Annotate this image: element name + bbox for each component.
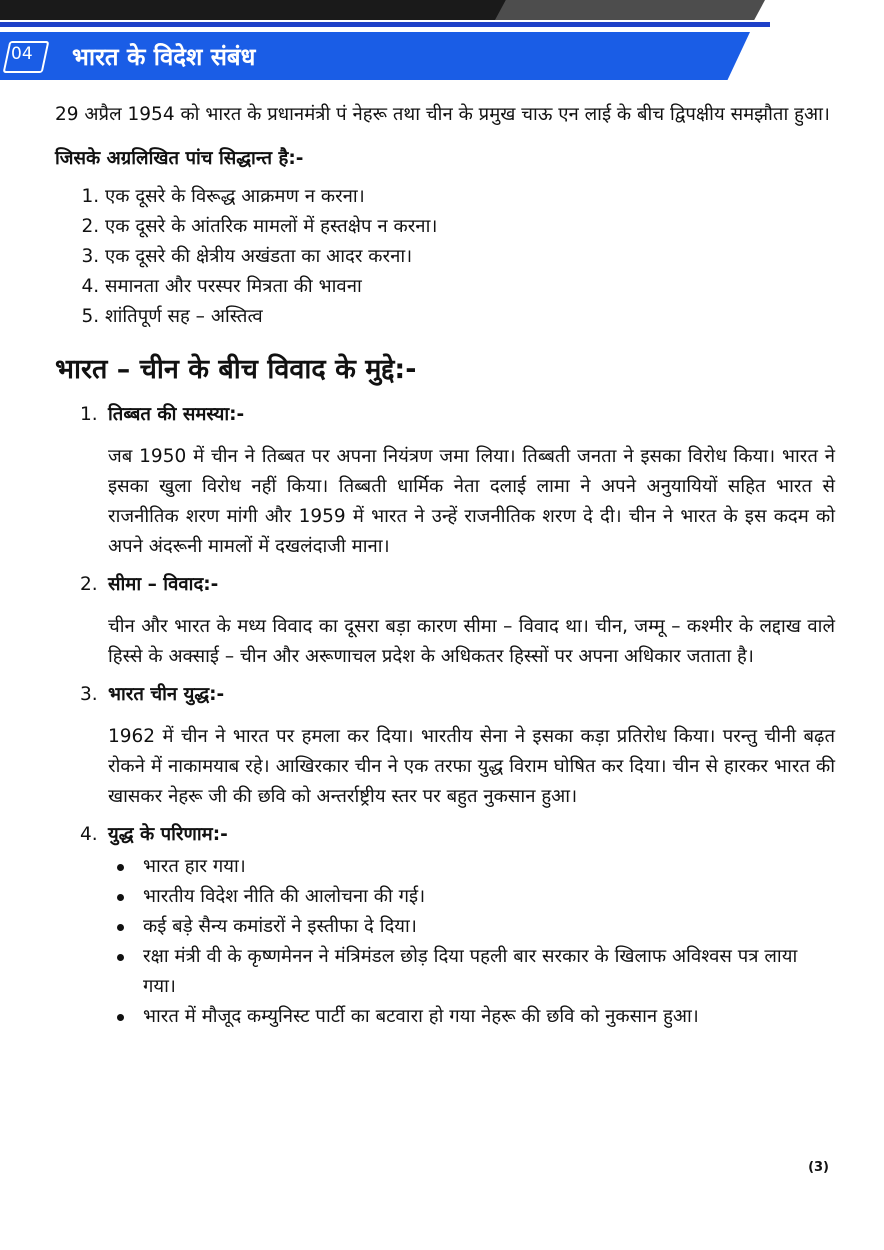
principles-heading: जिसके अग्रलिखित पांच सिद्धान्त है:- — [55, 148, 304, 169]
principle-item: 1. एक दूसरे के विरूद्ध आक्रमण न करना। — [105, 182, 835, 212]
page-content — [55, 100, 835, 1040]
issue-number: 1. — [80, 404, 98, 425]
issue-title: युद्ध के परिणाम:- — [108, 824, 228, 845]
issue-results — [80, 820, 835, 1032]
issue-title: तिब्बत की समस्या:- — [108, 404, 245, 425]
issue-title: भारत चीन युद्ध:- — [108, 684, 225, 705]
principle-item: 2. एक दूसरे के आंतरिक मामलों में हस्तक्षेप न करना। — [105, 212, 835, 242]
issue-number: 2. — [80, 574, 98, 595]
principle-item: 3. एक दूसरे की क्षेत्रीय अखंडता का आदर करना। — [105, 242, 835, 272]
issue-number: 4. — [80, 824, 98, 845]
header-decor-gray-bar — [495, 0, 765, 20]
principle-item: 5. शांतिपूर्ण सह – अस्तित्व — [105, 302, 835, 332]
results-list — [108, 852, 835, 1032]
issue-tibet — [80, 400, 835, 562]
page-number: (3) — [808, 1160, 829, 1175]
result-item: कई बड़े सैन्य कमांडरों ने इस्तीफा दे दिया। — [143, 912, 835, 942]
issue-number: 3. — [80, 684, 98, 705]
chapter-number: 04 — [11, 44, 33, 64]
issue-war — [80, 680, 835, 812]
issue-body: चीन और भारत के मध्य विवाद का दूसरा बड़ा कारण सीमा – विवाद था। चीन, जम्मू – कश्मीर के लद्दाख वाले हिस्से के अक्साई – चीन और अरूणाचल प्रदेश के अधिकतर हिस्सों पर अपना अधिकार जताता है। — [108, 616, 835, 667]
result-item: भारतीय विदेश नीति की आलोचना की गई। — [143, 882, 835, 912]
result-item: रक्षा मंत्री वी के कृष्णमेनन ने मंत्रिमंडल छोड़ दिया पहली बार सरकार के खिलाफ अविश्वस पत्र लाया गया। — [143, 942, 835, 1002]
header-decor-blue-line — [0, 22, 770, 27]
issue-body: जब 1950 में चीन ने तिब्बत पर अपना नियंत्रण जमा लिया। तिब्बती जनता ने इसका विरोध किया। भारत ने इसका खुला विरोध नहीं किया। तिब्बती धार्मिक नेता दलाई लामा ने अपने अनुयायियों सहित भारत से राजनीतिक शरण मांगी और 1959 में भारत ने उन्हें राजनीतिक शरण दे दी। चीन ने भारत के इस कदम को अपने अंदरूनी मामलों में दखलंदाजी माना। — [108, 446, 835, 557]
principles-list — [55, 182, 835, 332]
issue-title: सीमा – विवाद:- — [108, 574, 219, 595]
chapter-title: भारत के विदेश संबंध — [72, 43, 256, 71]
disputes-heading: भारत – चीन के बीच विवाद के मुद्दे:- — [55, 354, 417, 385]
intro-paragraph: 29 अप्रैल 1954 को भारत के प्रधानमंत्री पं नेहरू तथा चीन के प्रमुख चाऊ एन लाई के बीच द्विपक्षीय समझौता हुआ। — [55, 104, 830, 125]
result-item: भारत हार गया। — [143, 852, 835, 882]
issue-body: 1962 में चीन ने भारत पर हमला कर दिया। भारतीय सेना ने इसका कड़ा प्रतिरोध किया। परन्तु चीनी बढ़त रोकने में नाकामयाब रहे। आखिरकार चीन ने एक तरफा युद्ध विराम घोषित कर दिया। चीन से हारकर भारत की खासकर नेहरू जी की छवि को अन्तर्राष्ट्रीय स्तर पर बहुत नुकसान हुआ। — [108, 726, 835, 807]
issue-border — [80, 570, 835, 672]
header-decor-black-bar — [0, 0, 510, 20]
principle-item: 4. समानता और परस्पर मित्रता की भावना — [105, 272, 835, 302]
result-item: भारत में मौजूद कम्युनिस्ट पार्टी का बटवारा हो गया नेहरू की छवि को नुकसान हुआ। — [143, 1002, 835, 1032]
